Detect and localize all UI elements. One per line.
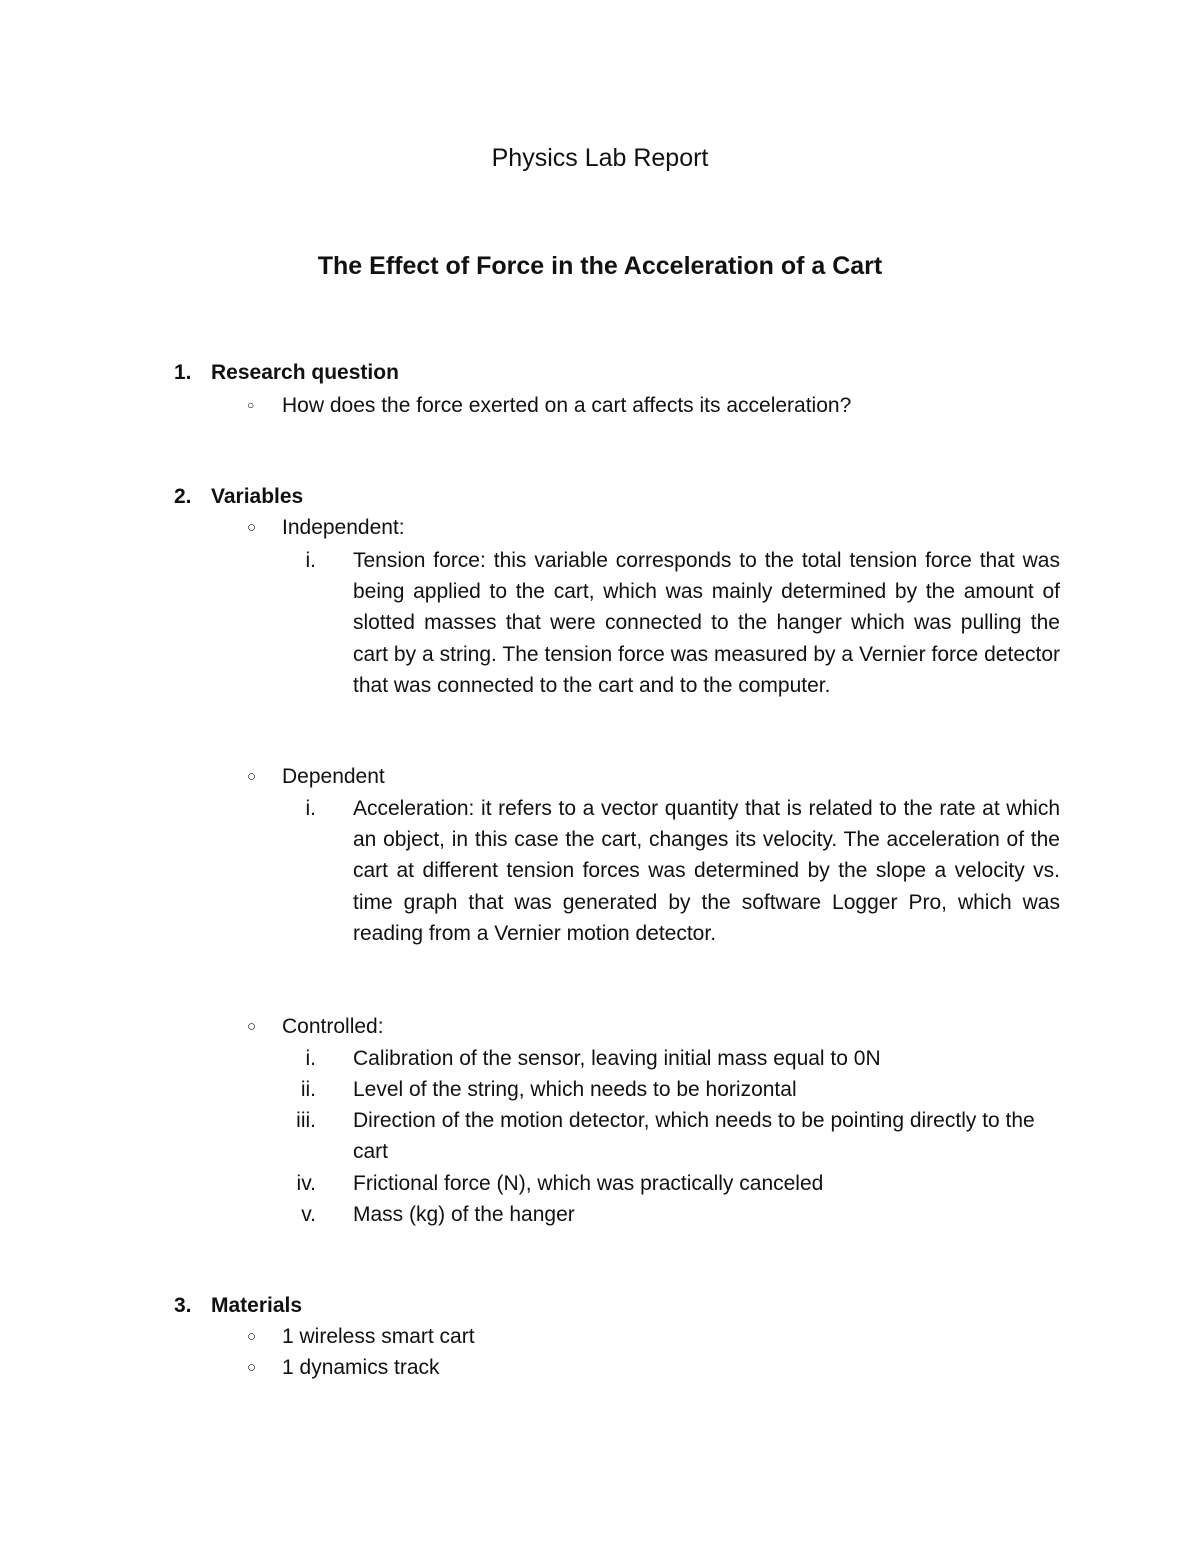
research-question-item: [247, 390, 851, 421]
section-number: 3.: [174, 1294, 192, 1317]
item-text: Tension force: this variable corresponds to the total tension force that was being applied to the cart, which was mainly determined by the amount of slotted masses that were connected to the hanger which was pulling the cart by a string. The tension force was measured by a Vernier force detector that was connected to the cart and to the computer.: [353, 549, 1060, 697]
section-materials-heading: [174, 1291, 302, 1321]
independent-variable-label: [247, 513, 405, 543]
hollow-bullet-icon: ○: [247, 768, 257, 785]
section-variables-heading: [174, 482, 303, 512]
material-text: 1 dynamics track: [282, 1356, 440, 1379]
item-text: Acceleration: it refers to a vector quantity that is related to the rate at which an object, in this case the cart, changes its velocity. The acceleration of the cart at different tension forces was determined by the slope a velocity vs. time graph that was generated by the software Logger Pro, which was reading from a Vernier motion detector.: [353, 797, 1060, 945]
item-text: Calibration of the sensor, leaving initial mass equal to 0N: [353, 1047, 881, 1070]
hollow-bullet-icon: ○: [247, 398, 255, 412]
section-title: Research question: [211, 361, 399, 384]
section-research-heading: [174, 358, 399, 388]
roman-numeral: iii.: [296, 1109, 316, 1132]
research-question-text: How does the force exerted on a cart affects its acceleration?: [282, 394, 852, 417]
variable-label-text: Independent:: [282, 516, 405, 539]
materials-item: [247, 1353, 440, 1383]
variable-label-text: Dependent: [282, 765, 385, 788]
independent-item: [280, 545, 1060, 733]
roman-numeral: iv.: [296, 1172, 316, 1195]
materials-item: [247, 1322, 475, 1352]
item-text: Frictional force (N), which was practically canceled: [353, 1172, 824, 1195]
section-number: 1.: [174, 361, 192, 384]
controlled-variable-label: [247, 1012, 384, 1042]
roman-numeral: i.: [305, 549, 316, 572]
hollow-bullet-icon: ○: [247, 1359, 257, 1376]
page-title: Physics Lab Report: [491, 144, 709, 172]
section-number: 2.: [174, 485, 192, 508]
roman-numeral: i.: [305, 797, 316, 820]
dependent-variable-label: [247, 762, 385, 792]
roman-numeral: ii.: [300, 1078, 316, 1101]
roman-numeral: i.: [305, 1047, 316, 1070]
roman-numeral: v.: [301, 1203, 316, 1226]
hollow-bullet-icon: ○: [247, 519, 257, 536]
item-text: Level of the string, which needs to be horizontal: [353, 1078, 797, 1101]
section-title: Materials: [211, 1294, 303, 1317]
material-text: 1 wireless smart cart: [282, 1325, 475, 1348]
dependent-item: [280, 793, 1060, 981]
hollow-bullet-icon: ○: [247, 1328, 257, 1345]
item-text: Mass (kg) of the hanger: [353, 1203, 575, 1226]
hollow-bullet-icon: ○: [247, 1018, 257, 1035]
variable-label-text: Controlled:: [282, 1015, 384, 1038]
report-subtitle: The Effect of Force in the Acceleration of a Cart: [317, 252, 883, 280]
section-title: Variables: [211, 485, 304, 508]
item-text: Direction of the motion detector, which needs to be pointing directly to the cart: [353, 1109, 1035, 1164]
